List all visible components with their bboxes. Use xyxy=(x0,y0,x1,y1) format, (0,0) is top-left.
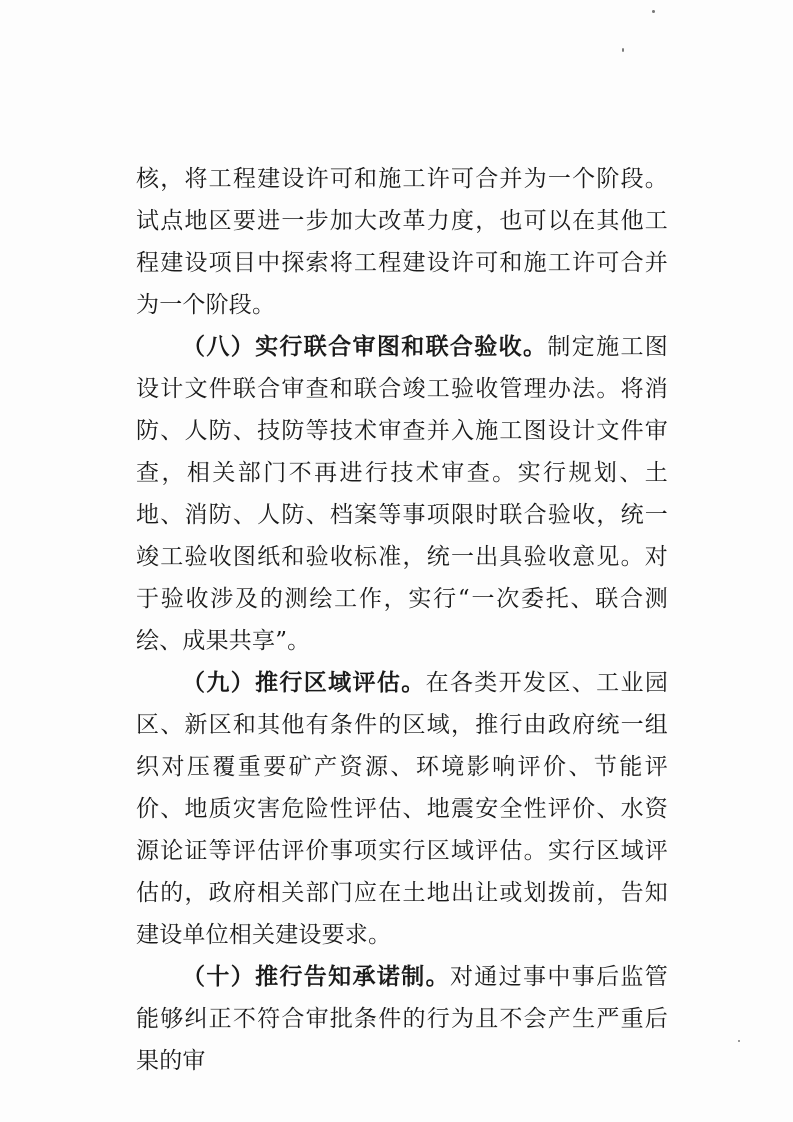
paragraph-notification-commitment xyxy=(136,956,668,1082)
paragraph-joint-review xyxy=(136,326,668,662)
section-heading: （九）推行区域评估。 xyxy=(182,670,426,696)
paragraph-body: 在各类开发区、工业园区、新区和其他有条件的区域，推行由政府统一组织对压覆重要矿产资源、环境影响评价、节能评价、地质灾害危险性评估、地震安全性评价、水资源论证等评估评价事项实行区域评估。实行区域评估的，政府相关部门应在土地出让或划拨前，告知建设单位相关建设要求。 xyxy=(136,670,669,948)
scan-speck xyxy=(652,10,655,13)
paragraph-body: 对通过事中事后监管能够纠正不符合审批条件的行为且不会产生严重后果的审 xyxy=(136,964,668,1074)
paragraph-body: 制定施工图设计文件联合审查和联合竣工验收管理办法。将消防、人防、技防等技术审查并入施工图设计文件审查，相关部门不再进行技术审查。实行规划、土地、消防、人防、档案等事项限时联合验收，统一竣工验收图纸和验收标准，统一出具验收意见。对于验收涉及的测绘工作，实行“一次委托、联合测绘、成果共享”。 xyxy=(136,334,669,654)
paragraph-body: 核，将工程建设许可和施工许可合并为一个阶段。试点地区要进一步加大改革力度，也可以在其他工程建设项目中探索将工程建设许可和施工许可合并为一个阶段。 xyxy=(136,166,668,318)
scan-speck xyxy=(622,48,624,52)
scan-speck xyxy=(738,1040,740,1042)
section-heading: （八）实行联合审图和联合验收。 xyxy=(182,334,548,360)
paragraph-regional-assessment xyxy=(136,662,668,956)
section-heading: （十）推行告知承诺制。 xyxy=(182,964,450,990)
paragraph-continuation xyxy=(136,158,668,326)
document-body xyxy=(136,158,668,1082)
